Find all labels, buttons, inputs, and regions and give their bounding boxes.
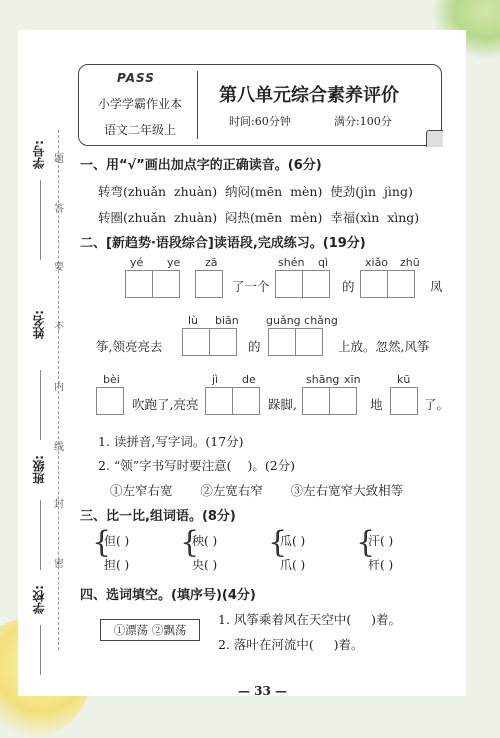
compare-group-3[interactable] bbox=[280, 529, 305, 577]
compare-word[interactable]: 汗( ) bbox=[368, 534, 394, 548]
name-label: 姓名: bbox=[32, 310, 46, 339]
passage-text: 吹跑了,亮亮 bbox=[132, 397, 199, 412]
seal-char: 题 bbox=[54, 154, 64, 165]
book-grade: 语文二年级上 bbox=[103, 123, 176, 137]
page-number: — 33 — bbox=[238, 684, 288, 698]
pinyin: guǎng chǎng bbox=[266, 314, 338, 327]
pinyin: shén bbox=[278, 256, 305, 269]
writing-boxes-guangchang[interactable] bbox=[268, 328, 322, 356]
pinyin: zā bbox=[205, 256, 218, 269]
pinyin: qì bbox=[318, 256, 329, 269]
passage-text: 的 bbox=[342, 279, 355, 294]
pinyin: lù bbox=[188, 314, 199, 327]
compare-group-4[interactable] bbox=[368, 529, 393, 577]
writing-box-za[interactable] bbox=[195, 270, 222, 298]
compare-word[interactable]: 担( ) bbox=[104, 558, 130, 572]
student-no-line[interactable] bbox=[40, 180, 41, 260]
seal-char: 内 bbox=[54, 382, 64, 393]
class-line[interactable] bbox=[40, 500, 41, 570]
pinyin: shāng bbox=[306, 373, 340, 386]
question-2-1: 1. 读拼音,写字词。(17分) bbox=[98, 434, 244, 449]
brand-logo: PASS bbox=[117, 71, 155, 85]
question-2-2-options[interactable]: ①左窄右宽 ②左宽右窄 ③左右宽窄大致相等 bbox=[110, 483, 404, 498]
passage-text: 凤 bbox=[430, 279, 443, 294]
unit-header-box bbox=[78, 64, 442, 146]
seal-char: 不 bbox=[54, 322, 64, 333]
pinyin: ye bbox=[167, 256, 181, 269]
school-label: 学校: bbox=[32, 585, 46, 614]
compare-word[interactable]: 瓜( ) bbox=[280, 534, 306, 548]
unit-title: 第八单元综合素养评价 bbox=[219, 85, 399, 106]
question-4-2[interactable]: 2. 落叶在河流中( )着。 bbox=[218, 637, 364, 652]
exam-score: 满分:100分 bbox=[334, 115, 392, 128]
brace-icon: { bbox=[268, 525, 288, 560]
writing-box-ku[interactable] bbox=[390, 387, 417, 415]
writing-box-bei[interactable] bbox=[96, 387, 123, 415]
compare-word[interactable]: 爪( ) bbox=[280, 558, 306, 572]
question-4-1[interactable]: 1. 风筝乘着风在天空中( )着。 bbox=[218, 612, 402, 627]
passage-text: 筝,领亮亮去 bbox=[96, 339, 163, 354]
section-1-title: 一、用“√”画出加点字的正确读音。(6分) bbox=[80, 158, 322, 173]
pinyin: xīn bbox=[344, 373, 361, 386]
passage-text: 了。 bbox=[424, 397, 450, 412]
writing-boxes-yeye[interactable] bbox=[125, 270, 179, 298]
compare-word[interactable]: 杆( ) bbox=[368, 558, 394, 572]
header-divider bbox=[197, 71, 198, 139]
pinyin: yé bbox=[130, 256, 144, 269]
section-2-title: 二、[新趋势·语段综合]读语段,完成练习。(19分) bbox=[80, 236, 366, 251]
passage-text: 的 bbox=[248, 339, 261, 354]
section-3-title: 三、比一比,组词语。(8分) bbox=[80, 509, 236, 524]
pinyin: kū bbox=[397, 373, 411, 386]
brace-icon: { bbox=[356, 525, 376, 560]
seal-char: 答 bbox=[54, 204, 64, 215]
seal-char: 封 bbox=[54, 499, 64, 510]
writing-boxes-lubian[interactable] bbox=[182, 328, 236, 356]
writing-boxes-xiaozhu[interactable] bbox=[360, 270, 414, 298]
writing-boxes-jide[interactable] bbox=[205, 387, 259, 415]
name-line[interactable] bbox=[40, 370, 41, 440]
passage-text: 地 bbox=[370, 397, 383, 412]
book-title: 小学学霸作业本 bbox=[97, 97, 182, 111]
pinyin: bèi bbox=[103, 373, 120, 386]
passage-text: 了一个 bbox=[232, 279, 270, 294]
compare-word[interactable]: 但( ) bbox=[104, 534, 130, 548]
class-label: 班级: bbox=[32, 455, 46, 484]
brace-icon: { bbox=[92, 525, 112, 560]
compare-group-1[interactable] bbox=[104, 529, 129, 577]
pinyin: zhū bbox=[400, 256, 420, 269]
pinyin-choice-row-1[interactable]: 转弯(zhuǎn zhuàn) 纳闷(mēn mèn) 使劲(jìn jìng) bbox=[98, 184, 413, 199]
passage-text: 跺脚, bbox=[268, 397, 297, 412]
pinyin: de bbox=[242, 373, 256, 386]
pinyin: biān bbox=[215, 314, 239, 327]
seal-char: 线 bbox=[54, 442, 64, 453]
compare-word[interactable]: 秧( ) bbox=[192, 534, 218, 548]
compare-word[interactable]: 央( ) bbox=[192, 558, 218, 572]
exam-time: 时间:60分钟 bbox=[229, 115, 291, 128]
section-4-title: 四、选词填空。(填序号)(4分) bbox=[80, 588, 256, 603]
writing-boxes-shenqi[interactable] bbox=[275, 270, 329, 298]
writing-boxes-shangxin[interactable] bbox=[302, 387, 356, 415]
seal-char: 密 bbox=[54, 559, 64, 570]
passage-text: 上放。忽然,风筝 bbox=[338, 339, 430, 354]
pinyin-choice-row-2[interactable]: 转圈(zhuǎn zhuàn) 闷热(mēn mèn) 幸福(xìn xìng) bbox=[98, 210, 420, 225]
student-no-label: 学号: bbox=[32, 140, 46, 169]
compare-group-2[interactable] bbox=[192, 529, 217, 577]
question-2-2[interactable]: 2. “领”字书写时要注意( )。(2分) bbox=[98, 458, 296, 473]
page-fold-icon bbox=[426, 130, 443, 147]
pinyin: jì bbox=[212, 373, 219, 386]
pinyin: xiǎo bbox=[365, 256, 389, 269]
seal-char: 要 bbox=[54, 262, 64, 273]
word-choice-box: ①漂荡 ②飘荡 bbox=[100, 619, 200, 641]
brace-icon: { bbox=[180, 525, 200, 560]
school-line[interactable] bbox=[40, 625, 41, 675]
